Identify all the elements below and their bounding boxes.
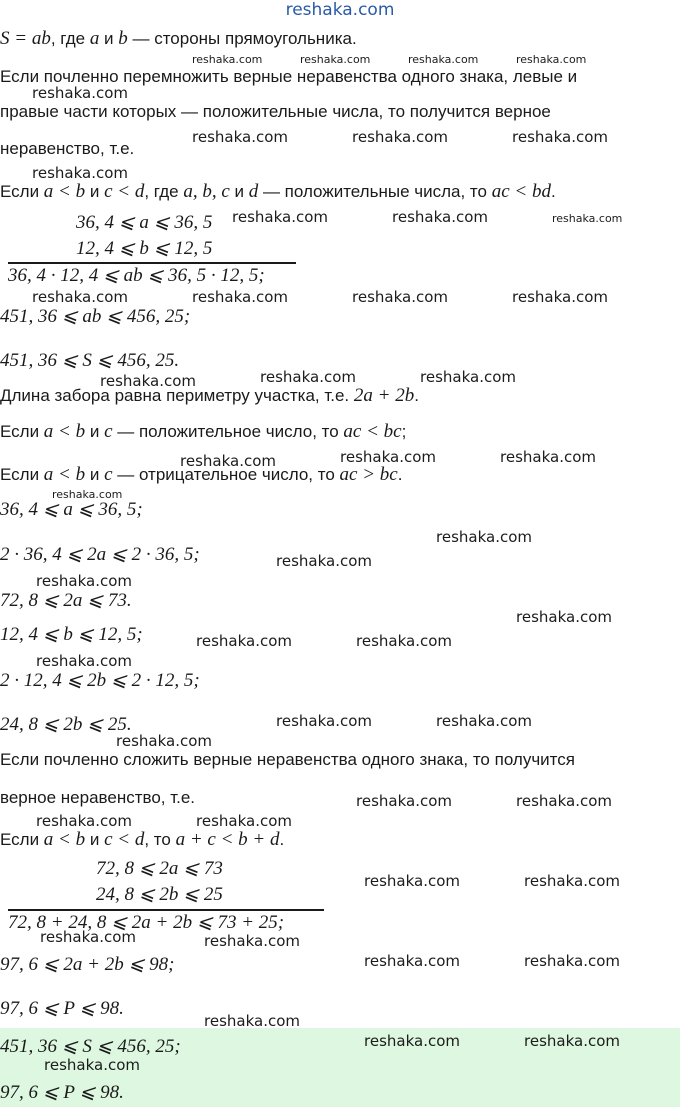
watermark: reshaka.com xyxy=(32,288,128,306)
watermark: reshaka.com xyxy=(500,448,596,466)
perimeter-range: 97, 6 ⩽ P ⩽ 98. xyxy=(0,998,124,1019)
ineq-2b-result: 24, 8 ⩽ 2b ⩽ 25. xyxy=(0,714,132,735)
watermark: reshaka.com xyxy=(516,53,587,66)
watermark: reshaka.com xyxy=(36,812,132,830)
watermark: reshaka.com xyxy=(516,608,612,626)
watermark: reshaka.com xyxy=(40,928,136,946)
ineq-product: 36, 4 · 12, 4 ⩽ ab ⩽ 36, 5 · 12, 5; xyxy=(8,265,265,286)
watermark: reshaka.com xyxy=(100,372,196,390)
add-rule-line-2: верное неравенство, т.е. xyxy=(0,788,196,807)
answer-area: 451, 36 ⩽ S ⩽ 456, 25; xyxy=(0,1036,181,1057)
watermark: reshaka.com xyxy=(356,632,452,650)
ineq-b: 12, 4 ⩽ b ⩽ 12, 5; xyxy=(0,624,143,645)
watermark: reshaka.com xyxy=(552,212,623,225)
ineq-2a-result: 72, 8 ⩽ 2a ⩽ 73. xyxy=(0,590,132,611)
multiply-rule-line-3: неравенство, т.е. xyxy=(0,139,135,158)
watermark: reshaka.com xyxy=(44,1056,140,1074)
ineq-b-range: 12, 4 ⩽ b ⩽ 12, 5 xyxy=(76,238,213,259)
multiply-rule-line-2: правые части которых — положительные числа, то получится верное xyxy=(0,102,551,121)
ineq-sum: 72, 8 + 24, 8 ⩽ 2a + 2b ⩽ 73 + 25; xyxy=(8,912,285,933)
watermark: reshaka.com xyxy=(192,288,288,306)
ineq-2b-term: 24, 8 ⩽ 2b ⩽ 25 xyxy=(96,884,223,905)
watermark: reshaka.com xyxy=(196,812,292,830)
watermark: reshaka.com xyxy=(36,572,132,590)
multiply-rule-line-1: Если почленно перемножить верные неравенства одного знака, левые и xyxy=(0,67,578,86)
watermark: reshaka.com xyxy=(204,932,300,950)
watermark: reshaka.com xyxy=(516,792,612,810)
watermark: reshaka.com xyxy=(352,288,448,306)
watermark: reshaka.com xyxy=(276,552,372,570)
watermark: reshaka.com xyxy=(32,84,128,102)
watermark: reshaka.com xyxy=(364,872,460,890)
watermark: reshaka.com xyxy=(524,952,620,970)
watermark: reshaka.com xyxy=(512,128,608,146)
negative-multiply-rule: Если a < b и c — отрицательное число, то ac > bc. xyxy=(0,464,403,485)
watermark: reshaka.com xyxy=(192,128,288,146)
watermark: reshaka.com xyxy=(276,712,372,730)
answer-perimeter: 97, 6 ⩽ P ⩽ 98. xyxy=(0,1082,124,1103)
watermark: reshaka.com xyxy=(436,712,532,730)
watermark: reshaka.com xyxy=(192,53,263,66)
watermark: reshaka.com xyxy=(436,528,532,546)
watermark: reshaka.com xyxy=(32,164,128,182)
watermark: reshaka.com xyxy=(364,1032,460,1050)
add-rule-line-1: Если почленно сложить верные неравенства одного знака, то получится xyxy=(0,750,575,769)
watermark: reshaka.com xyxy=(232,208,328,226)
watermark: reshaka.com xyxy=(204,1012,300,1030)
watermark: reshaka.com xyxy=(260,368,356,386)
area-range: 451, 36 ⩽ S ⩽ 456, 25. xyxy=(0,350,180,371)
sides-definition-line: S = ab, где a и b — стороны прямоугольника. xyxy=(0,28,357,49)
site-header[interactable]: reshaka.com xyxy=(285,0,395,20)
ineq-a: 36, 4 ⩽ a ⩽ 36, 5; xyxy=(0,499,143,520)
add-rule-formula-line: Если a < b и c < d, то a + c < b + d. xyxy=(0,829,285,850)
watermark: reshaka.com xyxy=(196,632,292,650)
area-formula: S = ab xyxy=(0,28,51,49)
watermark: reshaka.com xyxy=(524,1032,620,1050)
watermark: reshaka.com xyxy=(180,452,276,470)
watermark: reshaka.com xyxy=(356,792,452,810)
ineq-2a-step: 2 · 36, 4 ⩽ 2a ⩽ 2 · 36, 5; xyxy=(0,544,200,565)
watermark: reshaka.com xyxy=(116,732,212,750)
multiply-rule-formula-line: Если a < b и c < d, где a, b, c и d — положительные числа, то ac < bd. xyxy=(0,181,556,202)
perimeter-line: Длина забора равна периметру участка, т.е. 2a + 2b. xyxy=(0,385,419,406)
watermark: reshaka.com xyxy=(36,652,132,670)
ineq-a-range: 36, 4 ⩽ a ⩽ 36, 5 xyxy=(76,212,213,233)
ineq-product-result: 451, 36 ⩽ ab ⩽ 456, 25; xyxy=(0,306,191,327)
watermark: reshaka.com xyxy=(340,448,436,466)
watermark: reshaka.com xyxy=(512,288,608,306)
ineq-2b-step: 2 · 12, 4 ⩽ 2b ⩽ 2 · 12, 5; xyxy=(0,670,200,691)
watermark: reshaka.com xyxy=(408,53,479,66)
watermark: reshaka.com xyxy=(392,208,488,226)
ineq-sum-result: 97, 6 ⩽ 2a + 2b ⩽ 98; xyxy=(0,954,175,975)
watermark: reshaka.com xyxy=(352,128,448,146)
watermark: reshaka.com xyxy=(524,872,620,890)
watermark: reshaka.com xyxy=(52,488,123,501)
positive-multiply-rule: Если a < b и c — положительное число, то ac < bc; xyxy=(0,421,407,442)
ineq-2a-term: 72, 8 ⩽ 2a ⩽ 73 xyxy=(96,858,223,879)
watermark: reshaka.com xyxy=(364,952,460,970)
watermark: reshaka.com xyxy=(300,53,371,66)
watermark: reshaka.com xyxy=(420,368,516,386)
